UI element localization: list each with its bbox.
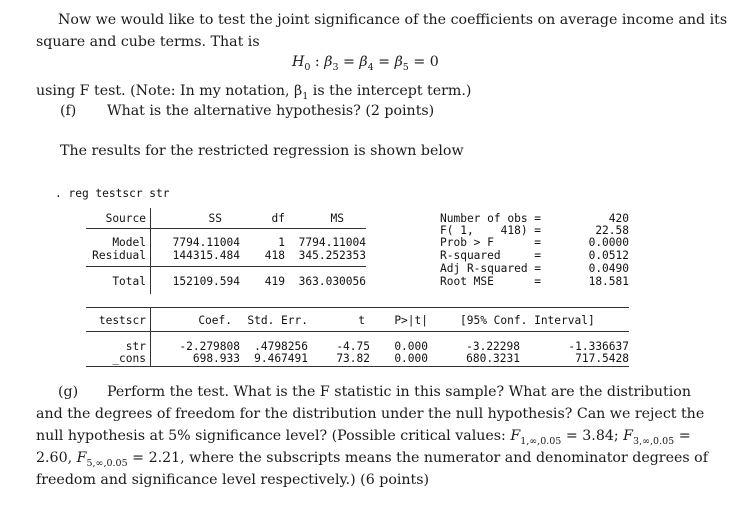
coef-header-ci: [95% Conf. Interval] (460, 314, 595, 327)
anova-source-residual: Residual (92, 249, 146, 262)
coef-lo-cons: 680.3231 (466, 352, 520, 365)
coef-p-cons: 0.000 (394, 352, 428, 365)
stat-label-probf: Prob > F = (440, 236, 542, 249)
anova-source-total: Total (112, 275, 146, 288)
coef-var-str: str (125, 340, 146, 353)
question-f-text: What is the alternative hypothesis? (2 points) (107, 103, 435, 119)
anova-header-ms: MS (330, 212, 344, 225)
intro-line-1: Now we would like to test the joint significance of the coefficients on average income and its (58, 12, 728, 28)
stat-value-rmse: 18.581 (588, 275, 629, 288)
anova-header-source: Source (105, 212, 146, 225)
anova-ms-residual: 345.252353 (298, 249, 366, 262)
anova-header-ss: SS (208, 212, 222, 225)
anova-ms-total: 363.030056 (298, 275, 366, 288)
coef-value-cons: 698.933 (192, 352, 240, 365)
stata-command: . reg testscr str (55, 187, 170, 200)
stat-label-r2: R-squared = (440, 249, 542, 262)
intro-line-3: using F test. (Note: In my notation, $\beta_1$ is the intercept term.) (36, 83, 472, 102)
coef-t-cons: 73.82 (336, 352, 370, 365)
question-g-line-4: 2.60, $F_{5,\infty,0.05} = 2.21$, where the subscripts means the numerator and denominator degrees of (36, 450, 708, 469)
coef-hi-str: -1.336637 (568, 340, 629, 353)
stat-label-adjr2: Adj R-squared = (440, 262, 542, 275)
question-g-line-2: and the degrees of freedom for the distribution under the null hypothesis? Can we reject the (36, 406, 705, 422)
anova-header-df: df (271, 212, 285, 225)
question-g-line-3: null hypothesis at 5% significance level? (Possible critical values: $F_{1,\infty,0.05} = 3.84$; $F_{3,\infty,0.05}$ = (36, 428, 691, 447)
stat-label-f: F( 1, 418) = (440, 224, 542, 237)
coef-header-se: Std. Err. (247, 314, 308, 327)
coef-var-cons: _cons (112, 352, 146, 365)
coef-value-str: -2.279808 (179, 340, 240, 353)
anova-ss-model: 7794.11004 (172, 236, 240, 249)
intro-line-2: square and cube terms. That is (36, 34, 260, 50)
question-g-label: (g) (58, 384, 79, 400)
stat-label-nobs: Number of obs = (440, 212, 542, 225)
question-f-label: (f) (60, 103, 77, 119)
null-hypothesis: $H_0$ : $\beta_3 = \beta_4 = \beta_5 = 0$ (292, 54, 439, 73)
stat-label-rmse: Root MSE = (440, 275, 542, 288)
stat-value-r2: 0.0512 (588, 249, 629, 262)
anova-ms-model: 7794.11004 (298, 236, 366, 249)
stat-value-f: 22.58 (595, 224, 629, 237)
stat-value-nobs: 420 (608, 212, 629, 225)
coef-p-str: 0.000 (394, 340, 428, 353)
coef-header-t: t (358, 314, 365, 327)
stat-value-adjr2: 0.0490 (588, 262, 629, 275)
anova-source-model: Model (112, 236, 146, 249)
question-g-line-5: freedom and significance level respectively.) (6 points) (36, 472, 430, 488)
stat-value-probf: 0.0000 (588, 236, 629, 249)
question-g-line-1: Perform the test. What is the F statistic in this sample? What are the distribution (107, 384, 691, 400)
anova-df-residual: 418 (264, 249, 285, 262)
coef-t-str: -4.75 (336, 340, 370, 353)
anova-ss-residual: 144315.484 (172, 249, 240, 262)
coef-lo-str: -3.22298 (466, 340, 520, 353)
anova-df-model: 1 (278, 236, 285, 249)
coef-header-p: P>|t| (394, 314, 428, 327)
coef-se-cons: 9.467491 (254, 352, 308, 365)
coef-header-var: testscr (98, 314, 146, 327)
coef-se-str: .4798256 (254, 340, 308, 353)
anova-df-total: 419 (264, 275, 285, 288)
anova-ss-total: 152109.594 (172, 275, 240, 288)
coef-header-coef: Coef. (198, 314, 232, 327)
coef-hi-cons: 717.5428 (575, 352, 629, 365)
results-intro: The results for the restricted regression is shown below (60, 143, 464, 159)
